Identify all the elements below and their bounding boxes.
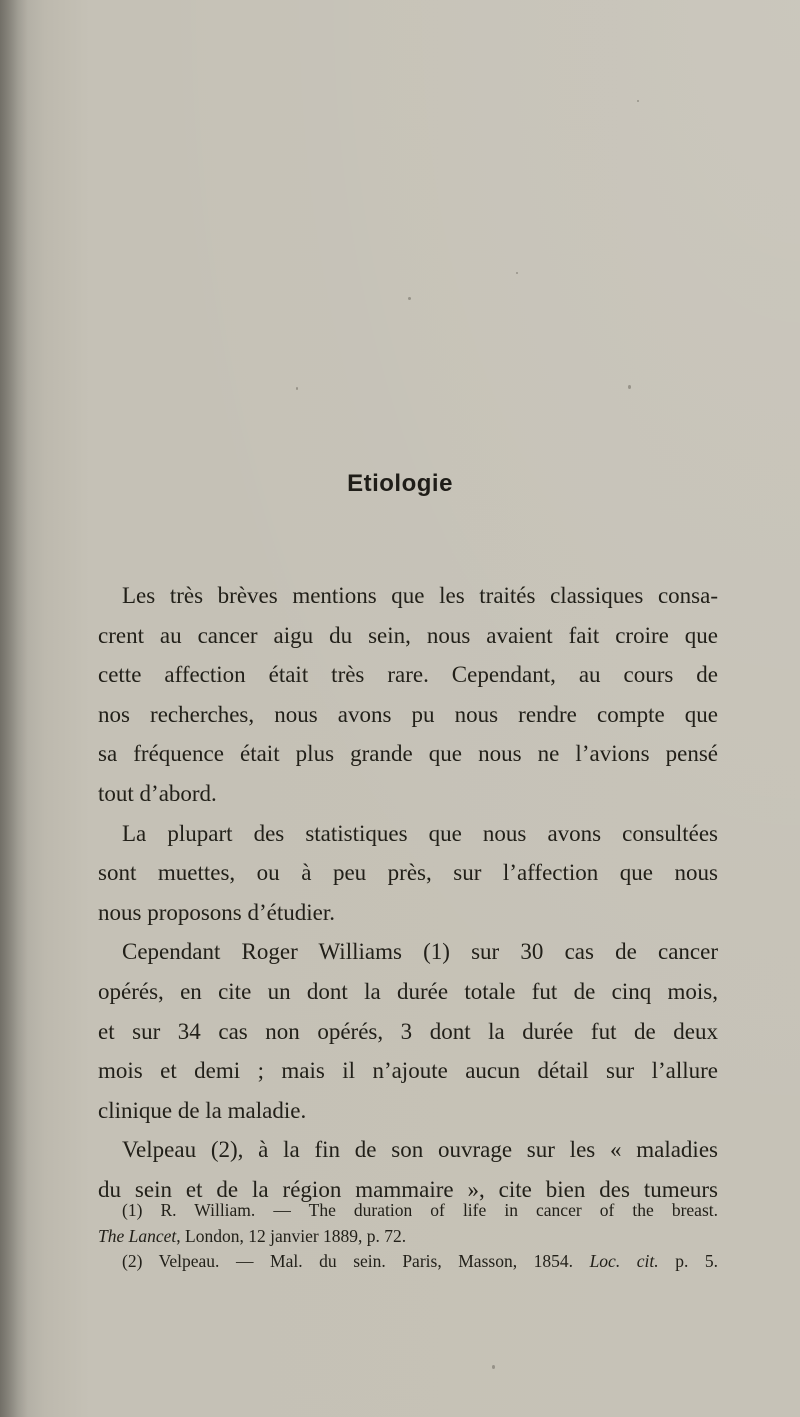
text-line: crent au cancer aigu du sein, nous avaient fait croire que (98, 622, 718, 648)
text-line: nous proposons d’étudier. (98, 899, 336, 925)
text-line: sa fréquence était plus grande que nous ne l’avions pensé (98, 741, 718, 767)
footnote-1-line-2 (98, 1224, 718, 1250)
ink-speck (637, 100, 639, 102)
text-line: mois et demi ; mais il n’ajoute aucun détail sur l’allure (98, 1058, 718, 1084)
text-line: Cependant Roger Williams (1) sur 30 cas de cancer (122, 939, 718, 965)
text-line: tout d’abord. (98, 780, 217, 806)
text-line: Les très brèves mentions que les traités classiques consa- (122, 583, 718, 608)
section-heading: Etiologie (347, 470, 453, 497)
footnotes (98, 1198, 718, 1275)
text-line: clinique de la maladie. (98, 1097, 307, 1123)
text-line: opérés, en cite un dont la durée totale fut de cinq mois, (98, 978, 718, 1004)
ink-speck (516, 272, 518, 274)
ink-speck (492, 1365, 495, 1369)
text-line: Velpeau (2), à la fin de son ouvrage sur les « maladies (122, 1137, 718, 1163)
ink-speck (296, 387, 298, 390)
text-line: cette affection était très rare. Cependant, au cours de (98, 662, 718, 688)
ink-speck (628, 385, 631, 389)
ink-speck (408, 297, 411, 300)
footnote-journal-title: The Lancet (98, 1225, 177, 1246)
text-line: nos recherches, nous avons pu nous rendre compte que (98, 701, 718, 727)
footnote-2-reference: (2) Velpeau. — Mal. du sein. Paris, Masson, 1854. (122, 1251, 574, 1271)
text-line: et sur 34 cas non opérés, 3 dont la durée fut de deux (98, 1018, 718, 1044)
body-text (98, 576, 718, 1210)
text-line: sont muettes, ou à peu près, sur l’affection que nous (98, 860, 718, 886)
footnote-2-page: p. 5. (675, 1251, 719, 1271)
footnote-2-loc-cit: Loc. cit. (589, 1251, 659, 1271)
footnote-1-details: , London, 12 janvier 1889, p. 72. (176, 1225, 407, 1246)
text-line: du sein et de la région mammaire », cite bien des tumeurs (98, 1176, 718, 1202)
footnote-2 (98, 1249, 718, 1275)
page-edge-shadow (0, 0, 28, 1417)
text-line: La plupart des statistiques que nous avons consultées (122, 820, 718, 846)
footnote-1-line-1: (1) R. William. — The duration of life in cancer of the breast. (122, 1200, 718, 1220)
